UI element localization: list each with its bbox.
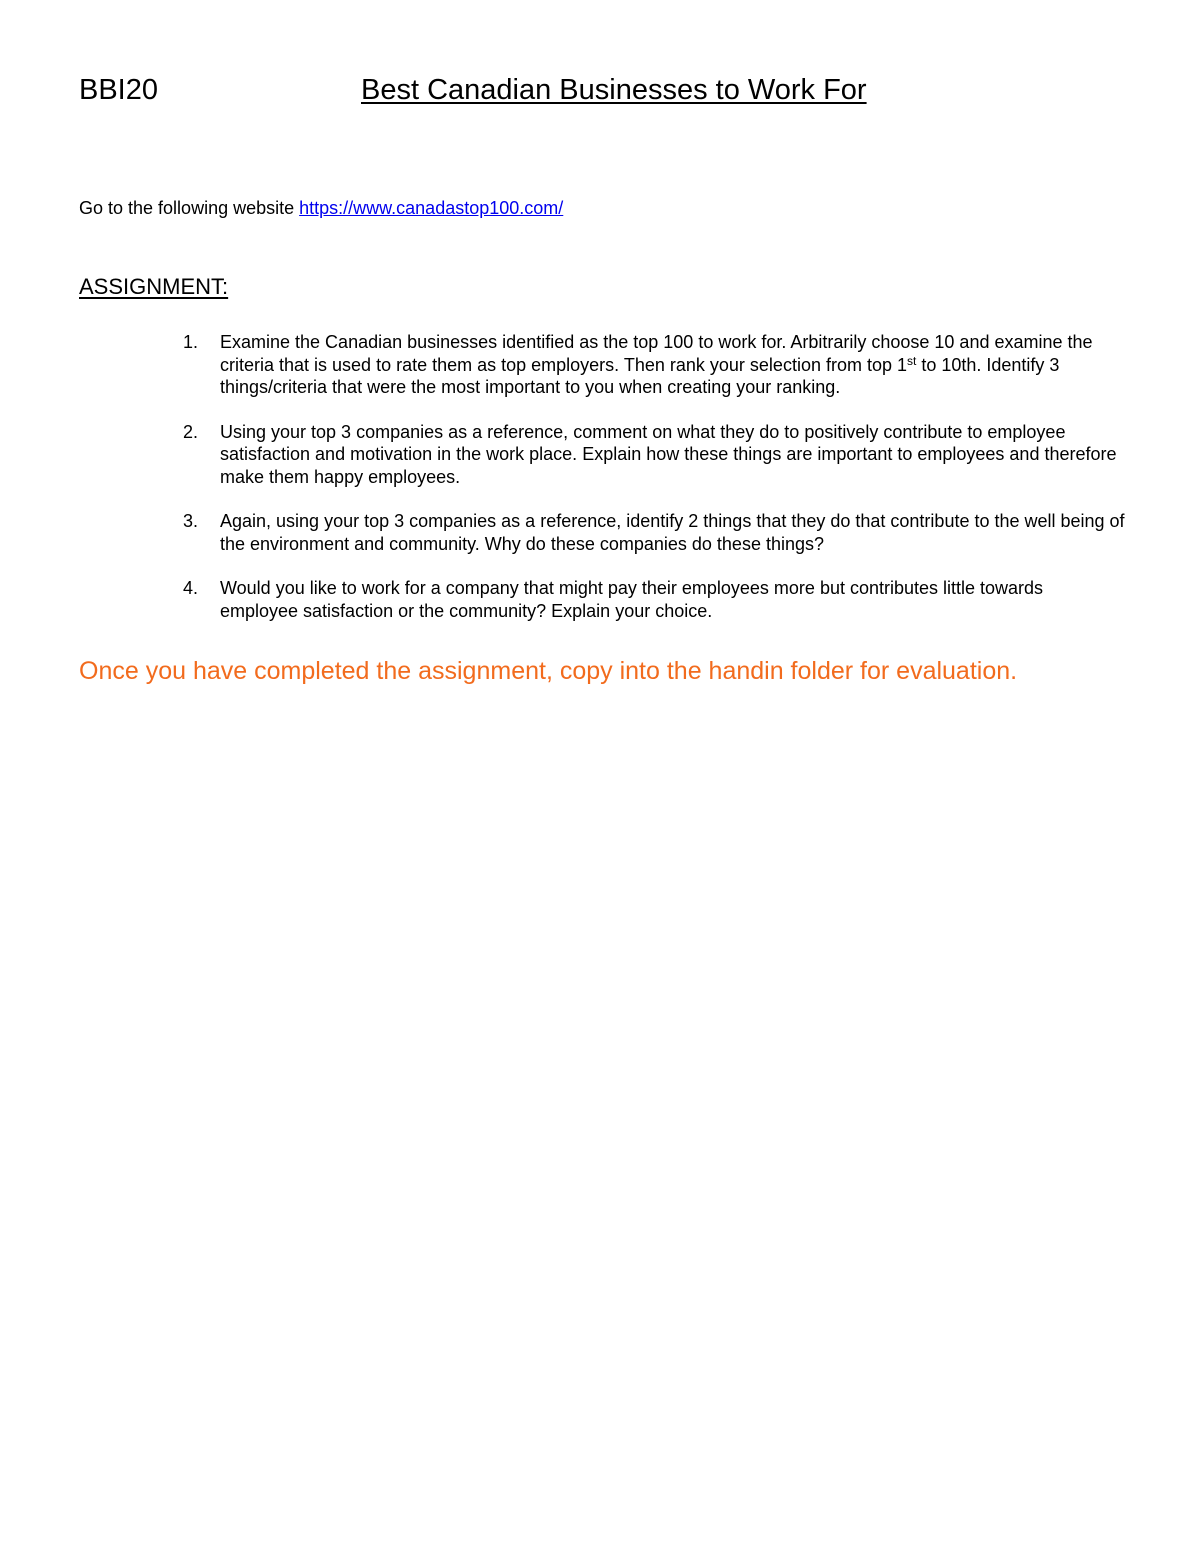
task-number: 4. <box>183 578 199 598</box>
document-title: Best Canadian Businesses to Work For <box>361 74 867 106</box>
course-code: BBI20 <box>79 74 158 106</box>
task-number: 3. <box>183 511 199 531</box>
intro-text: Go to the following website <box>79 198 300 218</box>
task-item-1 <box>0 331 1200 399</box>
task-text: Using your top 3 companies as a reference, comment on what they do to positively contribute to employee satisfaction and motivation in the work place. Explain how these things are important to employees and therefore make them happy employees. <box>220 421 1117 487</box>
task-list <box>0 331 1200 644</box>
task-item-3 <box>0 510 1200 555</box>
task-number: 1. <box>183 332 199 352</box>
closing-instruction: Once you have completed the assignment, copy into the handin folder for evaluation. <box>79 657 1018 685</box>
task-text-part: Examine the Canadian businesses identified as the top 100 to work for. Arbitrarily choose 10 and examine the criteria that is used to rate them as top employers. Then rank your selection from top 1 <box>220 332 1093 375</box>
task-item-2 <box>0 421 1200 489</box>
task-text: Again, using your top 3 companies as a reference, identify 2 things that they do that contribute to the well being of the environment and community. Why do these companies do these things? <box>220 511 1125 554</box>
task-item-4 <box>0 577 1200 622</box>
task-text-part: to 10th. Identify 3 things/criteria that were the most important to you when creating your ranking. <box>220 354 1060 397</box>
ordinal-superscript: st <box>907 353 917 368</box>
intro-line <box>79 197 563 219</box>
task-text: Would you like to work for a company that might pay their employees more but contributes little towards employee satisfaction or the community? Explain your choice. <box>220 578 1044 621</box>
task-number: 2. <box>183 421 199 442</box>
website-link[interactable]: https://www.canadastop100.com/ <box>299 198 564 218</box>
assignment-heading: ASSIGNMENT: <box>79 274 229 299</box>
task-text <box>220 331 1125 399</box>
